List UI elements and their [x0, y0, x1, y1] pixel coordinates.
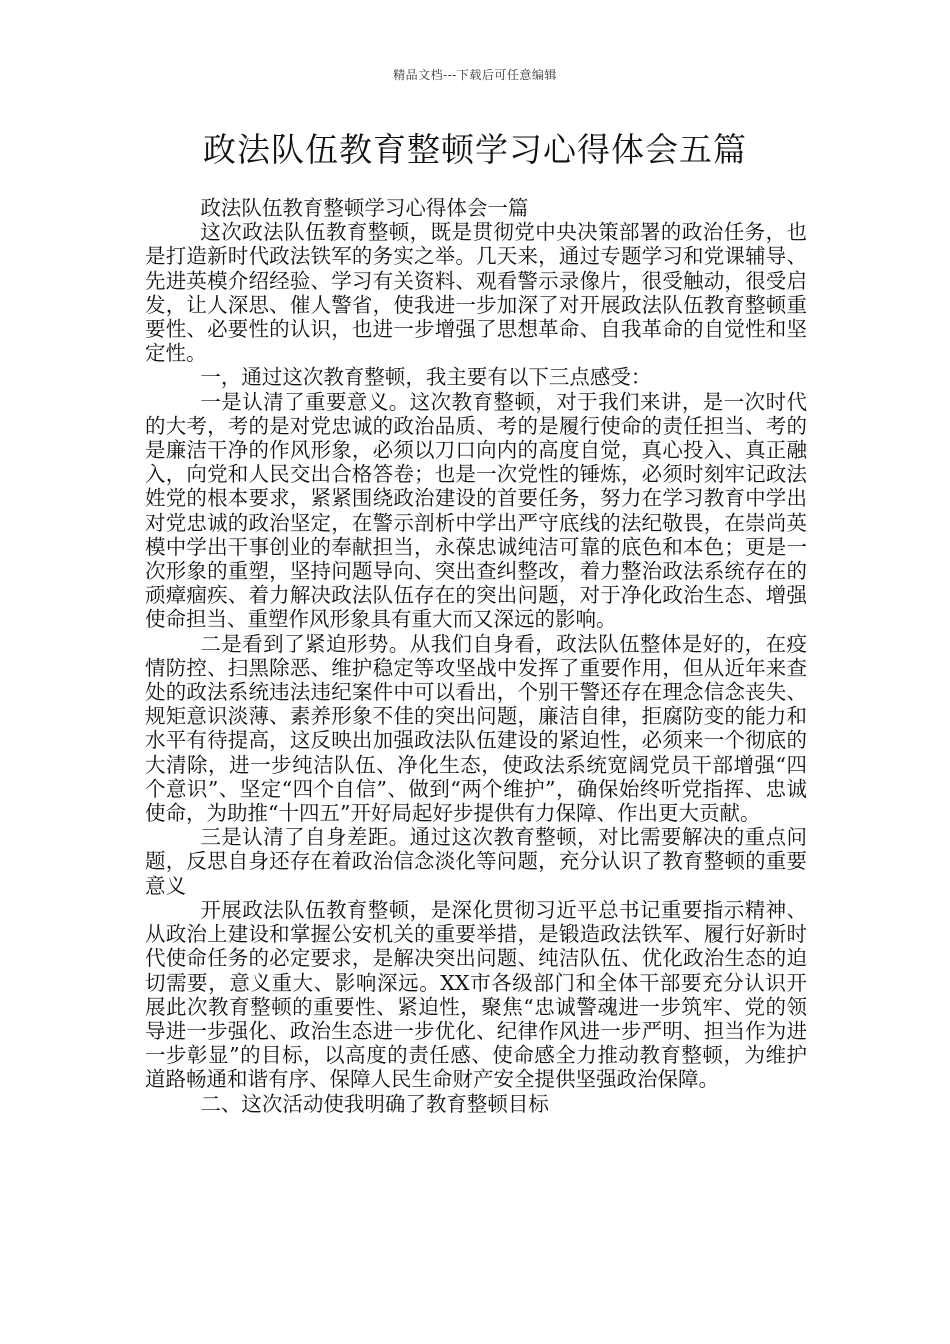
- body-paragraph: 开展政法队伍教育整顿，是深化贯彻习近平总书记重要指示精神、从政治上建设和掌握公安机关的重要举措，是锻造政法铁军、履行好新时代使命任务的必定要求，是解决突出问题、纯洁队伍、优化政治生态的迫切需要，意义重大、影响深远。XX市各级部门和全体干部要充分认识开展此次教育整顿的重要性、紧迫性，聚焦“忠诚警魂进一步筑牢、党的领导进一步强化、政治生态进一步优化、纪律作风进一步严明、担当作为进一步彰显”的目标，以高度的责任感、使命感全力推动教育整顿，为维护道路畅通和谐有序、保障人民生命财产安全提供坚强政治保障。: [145, 897, 807, 1092]
- header-note: 精品文档---下载后可任意编辑: [393, 68, 557, 82]
- body-paragraph: 二、这次活动使我明确了教育整顿目标: [200, 1091, 549, 1116]
- body-paragraph: 一是认清了重要意义。这次教育整顿，对于我们来讲，是一次时代的大考，考的是对党忠诚的政治品质、考的是履行使命的责任担当、考的是廉洁干净的作风形象，必须以刀口向内的高度自觉，真心投入、真正融入，向党和人民交出合格答卷；也是一次党性的锤炼，必须时刻牢记政法姓党的根本要求，紧紧围绕政治建设的首要任务，努力在学习教育中学出对党忠诚的政治坚定，在警示剖析中学出严守底线的法纪敬畏，在崇尚英模中学出干事创业的奉献担当，永葆忠诚纯洁可靠的底色和本色；更是一次形象的重塑，坚持问题导向、突出查纠整改，着力整治政法系统存在的顽瘴痼疾、着力解决政法队伍存在的突出问题，对于净化政治生态、增强使命担当、重塑作风形象具有重大而又深远的影响。: [145, 389, 807, 632]
- body-paragraph: 二是看到了紧迫形势。从我们自身看，政法队伍整体是好的，在疫情防控、扫黑除恶、维护稳定等攻坚战中发挥了重要作用，但从近年来查处的政法系统违法违纪案件中可以看出，个别干警还存在理念信念丧失、规矩意识淡薄、素养形象不佳的突出问题，廉洁自律，拒腐防变的能力和水平有待提高，这反映出加强政法队伍建设的紧迫性，必须来一个彻底的大清除，进一步纯洁队伍、净化生态，使政法系统宽阔党员干部增强“四个意识”、坚定“四个自信”、做到“两个维护”，确保始终听党指挥、忠诚使命，为助推“十四五”开好局起好步提供有力保障、作出更大贡献。: [145, 631, 807, 826]
- body-paragraph: 三是认清了自身差距。通过这次教育整顿，对比需要解决的重点问题，反思自身还存在着政治信念淡化等问题，充分认识了教育整顿的重要意义: [145, 825, 807, 898]
- subtitle-paragraph: 政法队伍教育整顿学习心得体会一篇: [200, 196, 529, 220]
- document-title: 政法队伍教育整顿学习心得体会五篇: [203, 130, 747, 169]
- body-paragraph: 一，通过这次教育整顿，我主要有以下三点感受：: [200, 365, 652, 390]
- document-body: [145, 196, 807, 1116]
- body-paragraph: 这次政法队伍教育整顿，既是贯彻党中央决策部署的政治任务，也是打造新时代政法铁军的务实之举。几天来，通过专题学习和党课辅导、先进英模介绍经验、学习有关资料、观看警示录像片，很受触动，很受启发，让人深思、催人警省，使我进一步加深了对开展政法队伍教育整顿重要性、必要性的认识，也进一步增强了思想革命、自我革命的自觉性和坚定性。: [145, 220, 807, 366]
